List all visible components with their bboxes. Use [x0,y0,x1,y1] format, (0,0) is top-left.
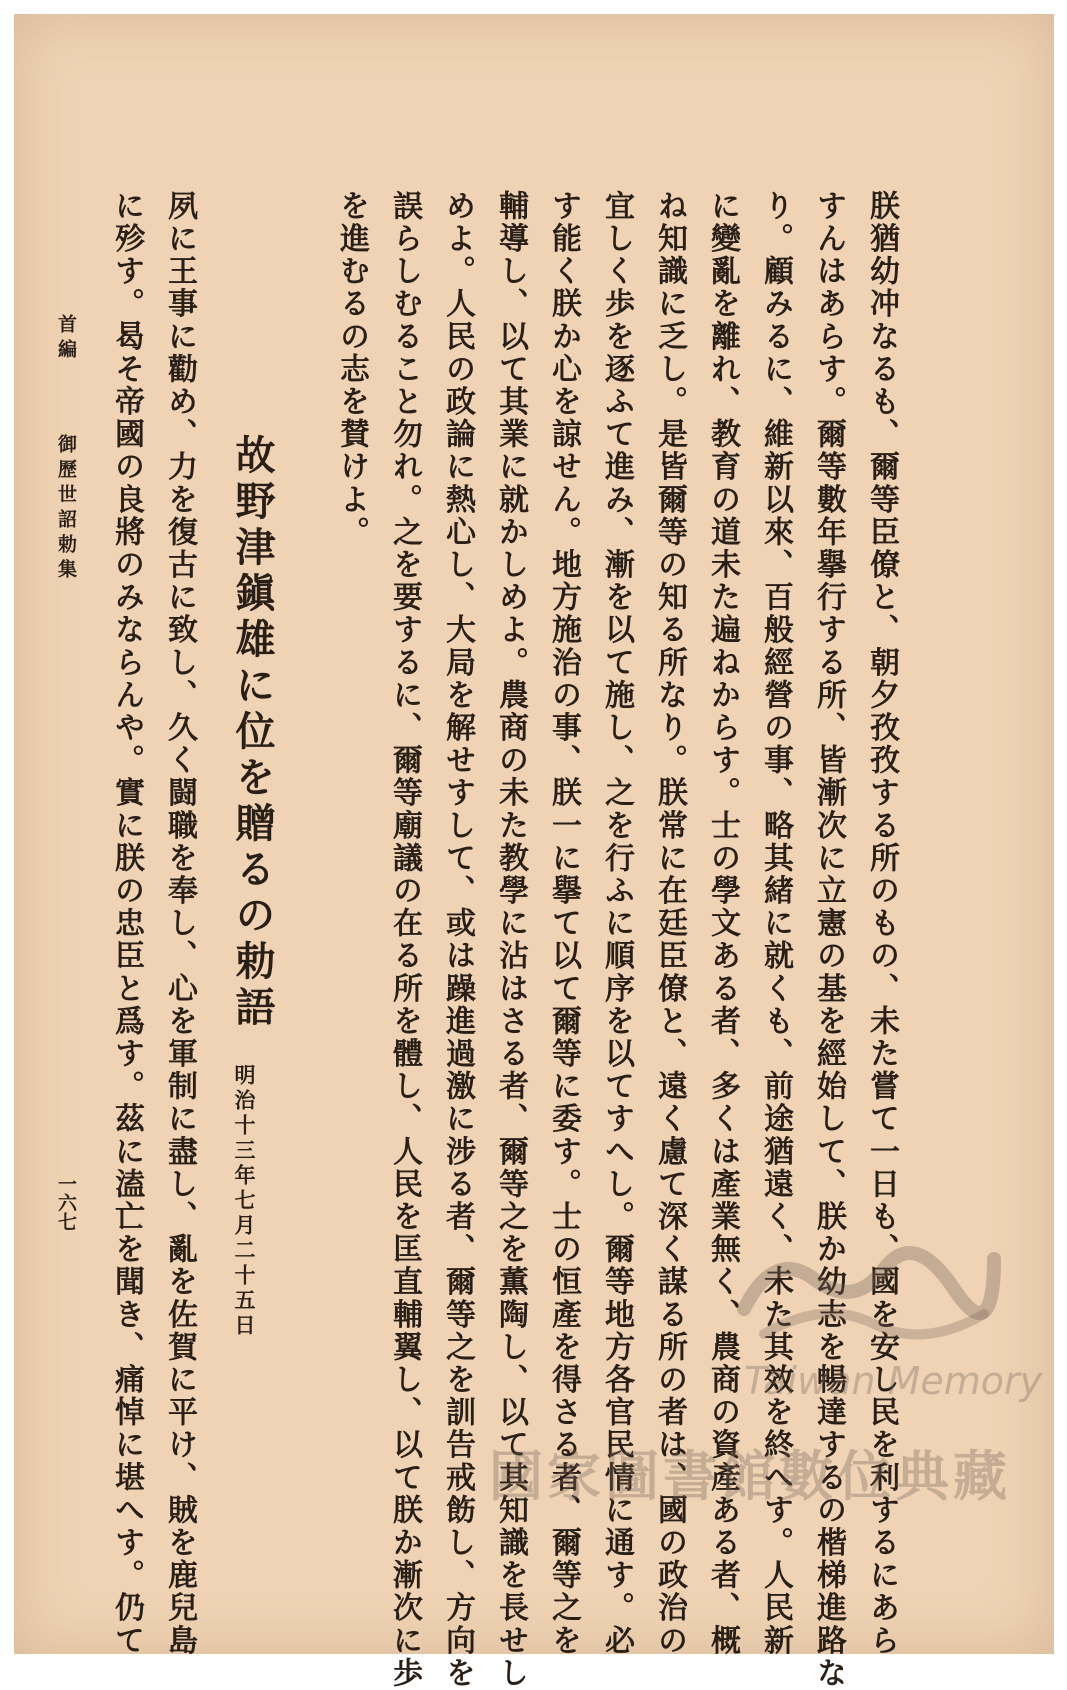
rescript-line-2: に殄す。曷そ帝國の良將のみならんや。實に朕の忠臣と爲す。茲に溘亡を聞き、痛悼に堪へす。仍て [109,190,144,1657]
watermark-english: Taiwan Memory [744,1359,1043,1403]
body-line-2: すんはあらす。爾等數年擧行する所、皆漸次に立憲の基を經始して、朕か幼志を暢達するの楷梯進路な [811,190,846,1690]
body-line-11: を進むるの志を賛けよ。 [334,190,369,549]
body-line-10: 誤らしむること勿れ。之を要するに、爾等廟議の在る所を體し、人民を匡直輔翼し、以て朕か漸次に歩 [387,190,422,1690]
taiwan-memory-logo [734,1239,1004,1349]
rescript-date: 明治十三年七月二十五日 [232,1064,257,1339]
watermark-chinese: 國家圖書館數位典藏 [489,1445,1011,1508]
body-line-6: 宜しく歩を逐ふて進み、漸を以て施し、之を行ふに順序を以てすへし。爾等地方各官民情に通す。必 [599,190,634,1657]
page-number: 一六七 [55,1174,77,1231]
rescript-line-1: 夙に王事に勸め、力を復古に致し、久く闘職を奉し、心を軍制に盡し、亂を佐賀に平け、賊を鹿兒島 [162,190,197,1657]
body-line-4: に變亂を離れ、教育の道未た遍ねからす。士の學文ある者、多くは產業無く、農商の資產ある者、概 [705,190,740,1657]
body-line-3: り。顧みるに、維新以來、百般經營の事、略其緒に就くも、前途猶遠く、未た其效を終へす。人民新 [758,190,793,1657]
rescript-title: 故野津鎭雄に位を贈るの勅語 [229,434,276,1032]
body-line-1: 朕猶幼冲なるも、爾等臣僚と、朝夕孜孜する所のもの、未た嘗て一日も、國を安し民を利するにあら [864,190,899,1657]
document-page [14,14,1054,1690]
body-line-9: めよ。人民の政論に熱心し、大局を解せすして、或は躁進過激に涉る者、爾等之を訓告戒飭し、方向を [440,190,475,1690]
book-title: 御歷世詔勅集 [55,434,77,584]
body-line-8: 輔導し、以て其業に就かしめよ。農商の未た教學に沾はさる者、爾等之を薫陶し、以て其知識を長せし [493,190,528,1690]
section-label: 首編 [55,314,77,364]
body-line-7: す能く朕か心を諒せん。地方施治の事、朕一に擧て以て爾等に委す。士の恒產を得さる者、爾等之を [546,190,581,1657]
body-line-5: ね知識に乏し。是皆爾等の知る所なり。朕常に在廷臣僚と、遠く慮て深く謀る所の者は、國の政治の [652,190,687,1657]
